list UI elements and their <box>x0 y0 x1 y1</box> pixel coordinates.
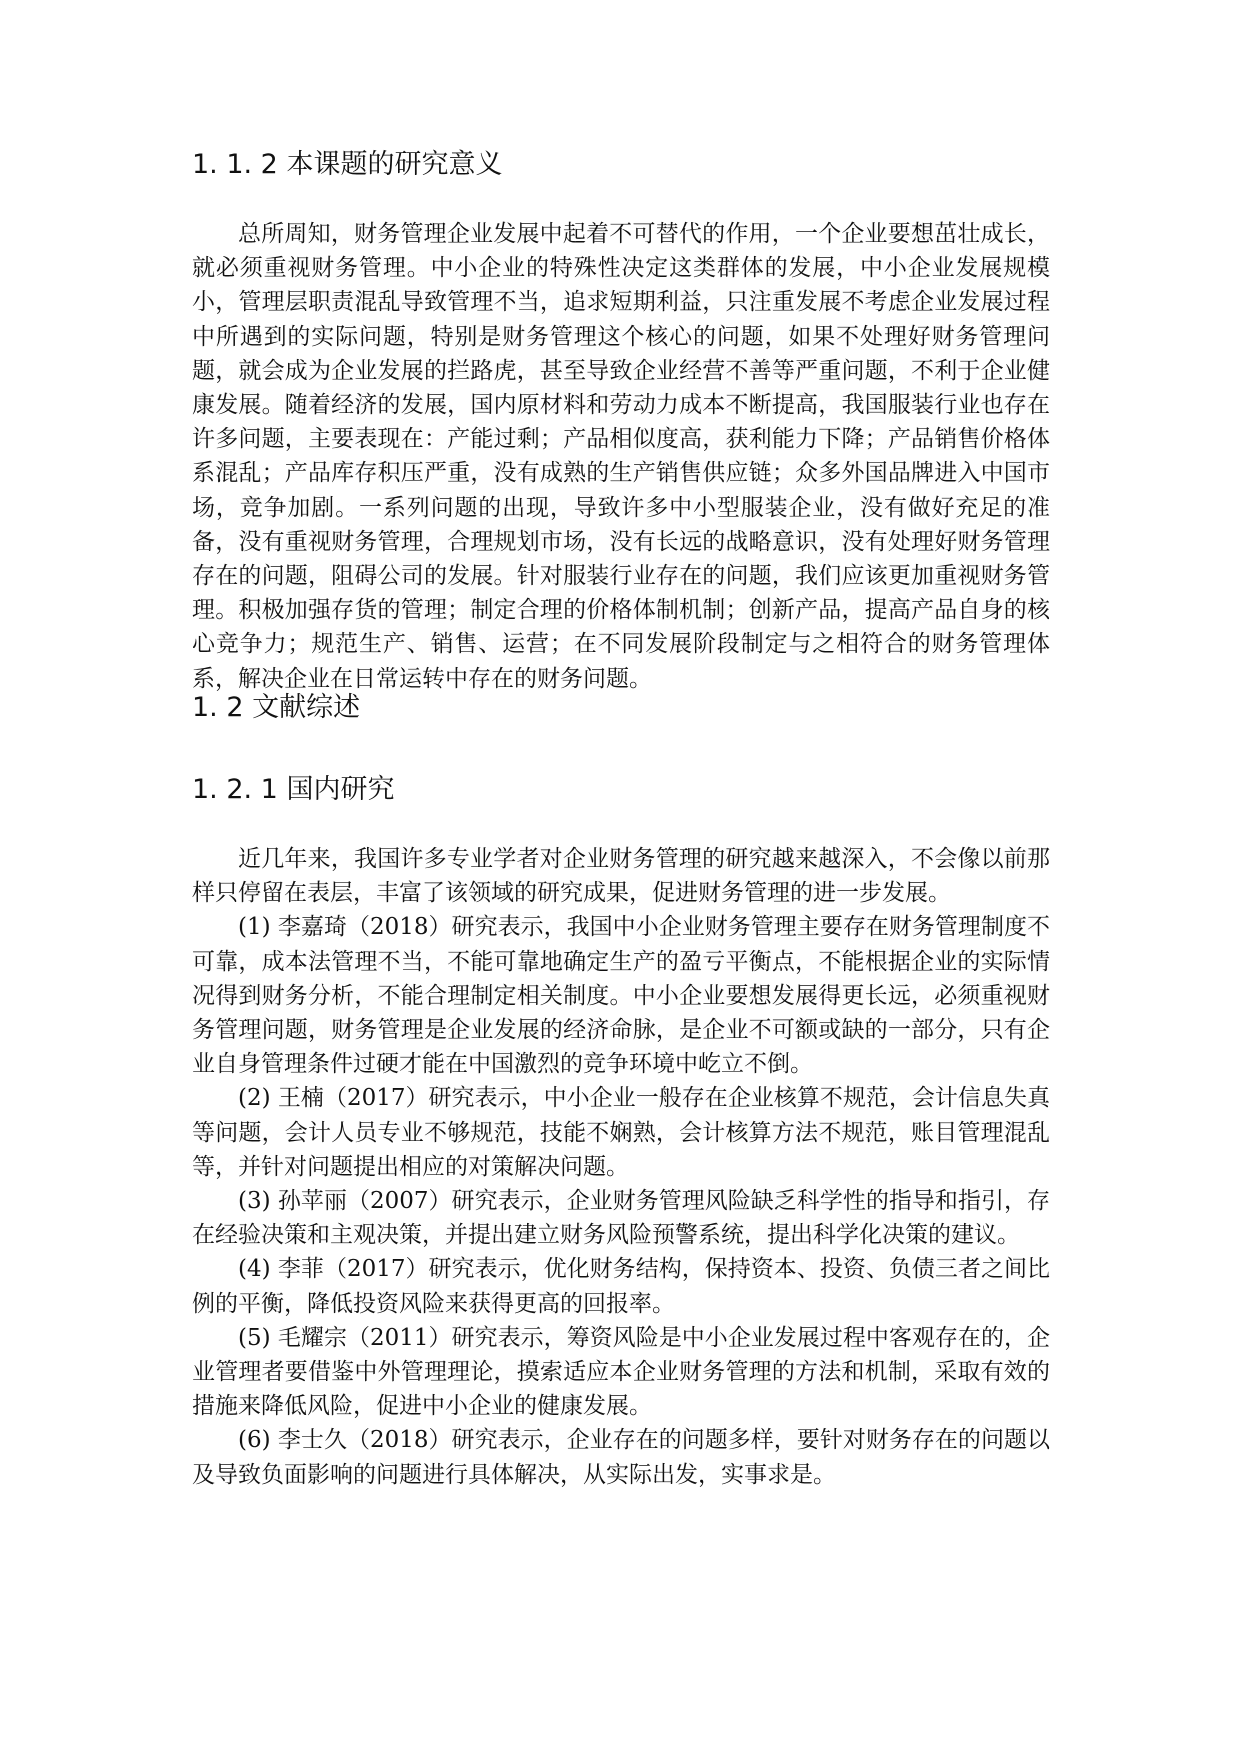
section-domestic-research <box>192 842 1050 1492</box>
heading-1-1-2: 1. 1. 2 本课题的研究意义 <box>192 149 503 180</box>
heading-1-2-1: 1. 2. 1 国内研究 <box>192 774 395 805</box>
paragraph-item-1: (1) 李嘉琦（2018）研究表示，我国中小企业财务管理主要存在财务管理制度不可靠，成本法管理不当，不能可靠地确定生产的盈亏平衡点，不能根据企业的实际情况得到财务分析，不能合理制定相关制度。中小企业要想发展得更长远，必须重视财务管理问题，财务管理是企业发展的经济命脉，是企业不可额或缺的一部分，只有企业自身管理条件过硬才能在中国激烈的竞争环境中屹立不倒。 <box>192 914 1050 1078</box>
paragraph-significance: 总所周知，财务管理企业发展中起着不可替代的作用，一个企业要想茁壮成长，就必须重视财务管理。中小企业的特殊性决定这类群体的发展，中小企业发展规模小，管理层职责混乱导致管理不当，追求短期利益，只注重发展不考虑企业发展过程中所遇到的实际问题，特别是财务管理这个核心的问题，如果不处理好财务管理问题，就会成为企业发展的拦路虎，甚至导致企业经营不善等严重问题，不利于企业健康发展。随着经济的发展，国内原材料和劳动力成本不断提高，我国服装行业也存在许多问题，主要表现在：产能过剩；产品相似度高，获利能力下降；产品销售价格体系混乱；产品库存积压严重，没有成熟的生产销售供应链；众多外国品牌进入中国市场，竞争加剧。一系列问题的出现，导致许多中小型服装企业，没有做好充足的准备，没有重视财务管理，合理规划市场，没有长远的战略意识，没有处理好财务管理存在的问题，阻碍公司的发展。针对服装行业存在的问题，我们应该更加重视财务管理。积极加强存货的管理；制定合理的价格体制机制；创新产品，提高产品自身的核心竞争力；规范生产、销售、运营；在不同发展阶段制定与之相符合的财务管理体系，解决企业在日常运转中存在的财务问题。 <box>192 221 1050 692</box>
paragraph-item-4: (4) 李菲（2017）研究表示，优化财务结构，保持资本、投资、负债三者之间比例的平衡，降低投资风险来获得更高的回报率。 <box>192 1256 1050 1317</box>
paragraph-item-2: (2) 王楠（2017）研究表示，中小企业一般存在企业核算不规范，会计信息失真等问题，会计人员专业不够规范，技能不娴熟，会计核算方法不规范，账目管理混乱等，并针对问题提出相应的对策解决问题。 <box>192 1085 1050 1180</box>
section-significance <box>192 217 1050 696</box>
paragraph-item-6: (6) 李士久（2018）研究表示，企业存在的问题多样，要针对财务存在的问题以及导致负面影响的问题进行具体解决，从实际出发，实事求是。 <box>192 1427 1050 1488</box>
paragraph-intro: 近几年来，我国许多专业学者对企业财务管理的研究越来越深入，不会像以前那样只停留在表层，丰富了该领域的研究成果，促进财务管理的进一步发展。 <box>192 846 1050 907</box>
paragraph-item-5: (5) 毛耀宗（2011）研究表示，筹资风险是中小企业发展过程中客观存在的，企业管理者要借鉴中外管理理论，摸索适应本企业财务管理的方法和机制，采取有效的措施来降低风险，促进中小企业的健康发展。 <box>192 1324 1050 1420</box>
heading-1-2: 1. 2 文献综述 <box>192 692 361 723</box>
paragraph-item-3: (3) 孙苹丽（2007）研究表示，企业财务管理风险缺乏科学性的指导和指引，存在经验决策和主观决策，并提出建立财务风险预警系统，提出科学化决策的建议。 <box>192 1188 1050 1249</box>
